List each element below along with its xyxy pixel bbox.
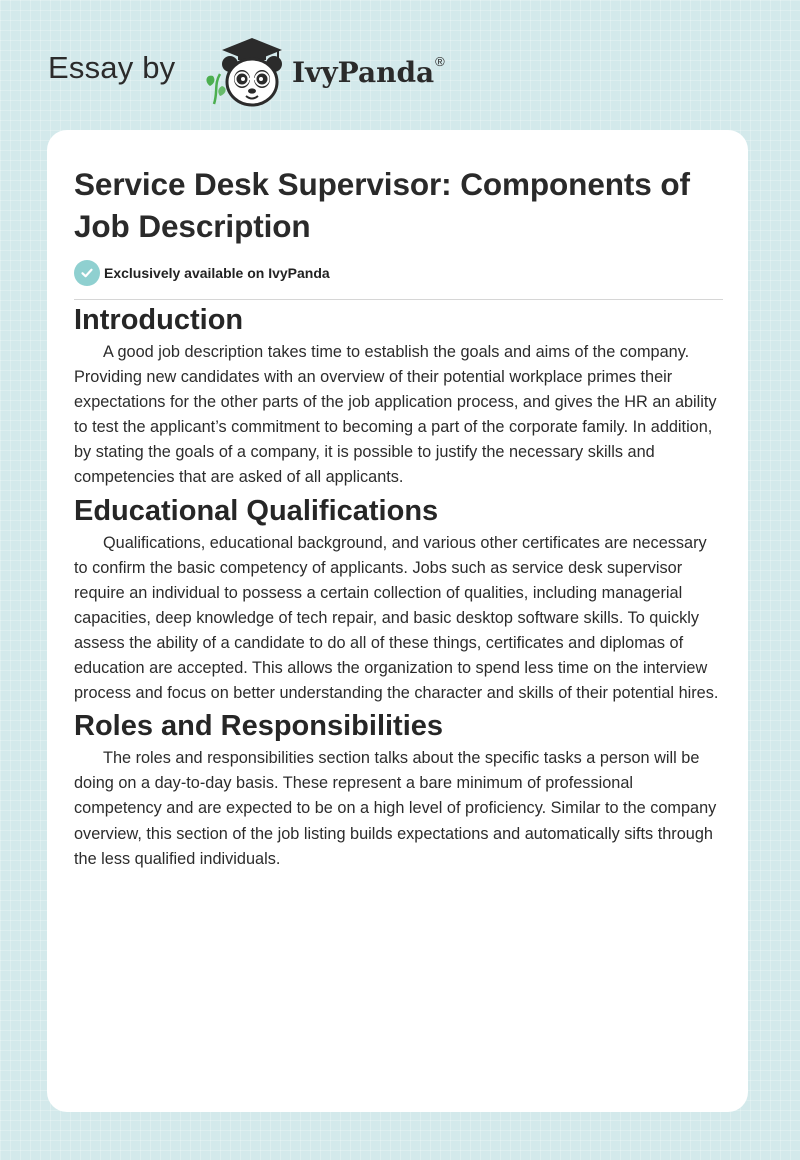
section-body-educational-qualifications: Qualifications, educational background, and various other certificates are necessary to confirm the basic competency of applicants. Jobs such as service desk supervisor require an individual to possess a certain collection of qualities, including managerial capacities, deep knowledge of tech repair, and basic desktop software skills. To quickly assess the ability of a candidate to do all of these things, certificates and diplomas of education are accepted. This allows the organization to spend less time on the interview process and focus on better understanding the character and skills of their potential hires. — [74, 533, 719, 703]
badge-text: Exclusively available on IvyPanda — [104, 265, 330, 281]
section-heading-introduction: Introduction — [74, 304, 244, 336]
brand-name-text: IvyPanda — [292, 56, 435, 89]
page-title: Service Desk Supervisor: Components of Job Description — [74, 166, 690, 244]
exclusive-badge — [74, 259, 723, 287]
brand-header — [48, 30, 508, 110]
check-circle-icon — [74, 260, 100, 286]
essay-card — [47, 130, 748, 1112]
section-body-introduction: A good job description takes time to establish the goals and aims of the company. Providing new candidates with an overview of their potential workplace primes their expectations for the other parts of the job application process, and gives the HR an ability to test the applicant’s commitment to becoming a part of the corporate family. In addition, by stating the goals of a company, it is possible to justify the necessary skills and competencies that are asked of all applicants. — [74, 343, 717, 487]
brand-prefix: Essay by — [48, 50, 176, 85]
essay-content — [74, 163, 723, 872]
section-heading-roles-and-responsibilities: Roles and Responsibilities — [74, 710, 444, 743]
panda-graduate-icon[interactable] — [200, 34, 290, 110]
brand-name[interactable] — [292, 56, 445, 89]
section-heading-educational-qualifications: Educational Qualifications — [74, 494, 439, 527]
section-body-roles-and-responsibilities: The roles and responsibilities section talks about the specific tasks a person will be doing on a day-to-day basis. These represent a bare minimum of professional competency and are expected to be on a high level of proficiency. Similar to the company overview, this section of the job listing builds expectations and automatically sifts through the less qualified individuals. — [74, 749, 717, 868]
registered-mark: ® — [435, 54, 445, 69]
